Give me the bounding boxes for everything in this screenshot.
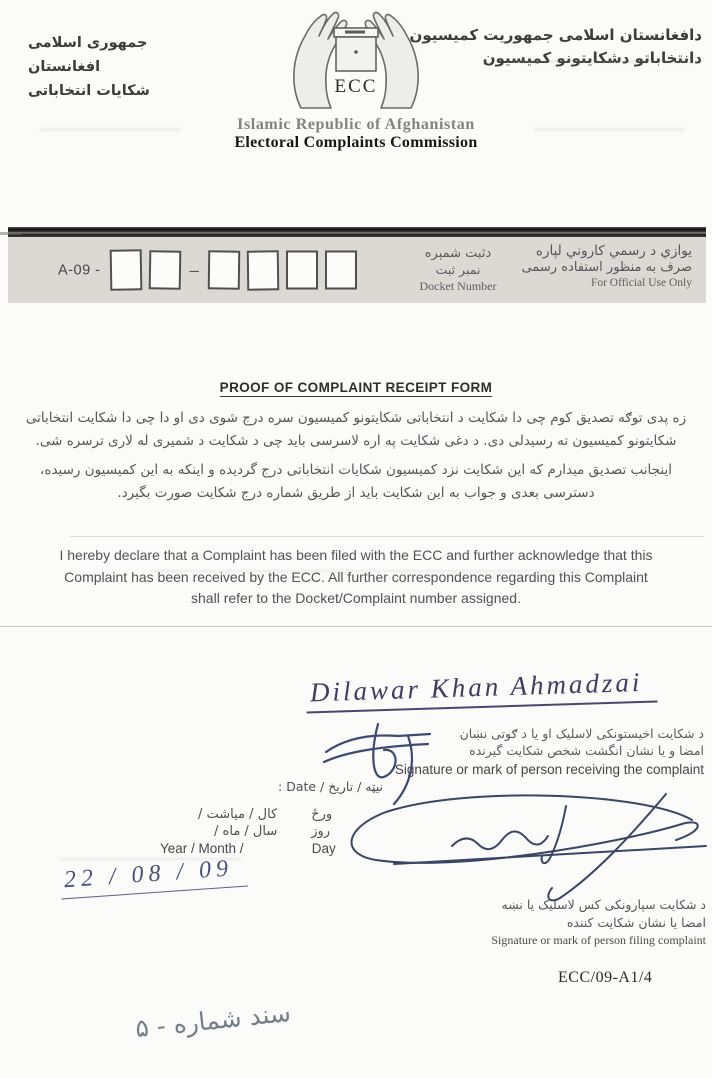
filer-caption-pashto: د شکایت سپارونکی کس لاسلیک یا نښه — [501, 897, 706, 912]
handwritten-note: سند شماره - ۵ — [133, 997, 293, 1044]
official-use-english: For Official Use Only — [590, 277, 692, 289]
scan-noise — [40, 128, 180, 131]
docket-number-entry — [58, 250, 357, 291]
handwritten-receiver-name: Dilawar Khan Ahmadzai — [306, 667, 658, 714]
header-pashto-line1: دافغانستان اسلامی جمهوریت کمیسیون — [409, 26, 702, 44]
receiver-caption-pashto: د شکایت اخیستونکی لاسلیک او یا د ګوتی نښان — [459, 726, 704, 741]
official-use-pashto: یوازي د رسمي کاروني لپاره — [535, 243, 692, 259]
separator-line — [0, 626, 712, 627]
docket-digit-box[interactable] — [325, 251, 357, 290]
docket-number-label — [396, 246, 520, 294]
scan-noise — [60, 858, 240, 860]
receiver-caption-english: Signature or mark of person receiving the complaint — [394, 761, 704, 777]
receiver-signature-captions — [395, 726, 704, 777]
docket-number-band — [8, 227, 706, 303]
scan-edge-mark — [0, 232, 22, 235]
date-day-pashto: ورځ — [311, 807, 333, 822]
filer-signature-captions — [491, 896, 706, 948]
country-name-english: Islamic Republic of Afghanistan — [237, 116, 475, 133]
date-day-english: Day — [311, 841, 336, 856]
docket-dash: – — [189, 260, 199, 279]
declaration-rtl — [22, 407, 690, 511]
filer-signature-scribble — [334, 780, 710, 910]
header-dari-title — [28, 32, 198, 104]
handwritten-date: 22 / 08 / 09 — [59, 855, 248, 900]
date-cluster-pashto: کال / میاشت / — [197, 807, 278, 822]
header-dari-line2: شکایات انتخاباتی — [28, 82, 150, 99]
scan-noise — [512, 60, 702, 63]
docket-digit-box[interactable] — [286, 251, 318, 290]
ecc-logo — [281, 8, 431, 118]
form-title — [0, 379, 712, 397]
hands-ballot-box-icon — [281, 8, 431, 118]
form-code: ECC/09-A1/4 — [558, 969, 653, 986]
receiver-caption-dari: امضا و یا نشان انگشت شخص شکایت گیرنده — [469, 742, 704, 758]
official-use-dari: صرف به منظور استفاده رسمی — [521, 260, 692, 275]
declaration-english: I hereby declare that a Complaint has been filed with the ECC and further acknowledge that this Complaint has been received by the ECC. All further correspondence regarding this Complaint shall refer to the Docket/Complaint number assigned. — [59, 547, 653, 607]
declaration-dari: اینجانب تصدیق میدارم که این شکایت نزد کمیسیون شکایات انتخاباتی درج گردیده و اینکه به این کمیسیون رسیده، دسترسی بعدی و جواب به این شکایت باید از طریق شماره درج شکایت صورت بگیرد. — [40, 461, 672, 501]
docket-label-english: Docket Number — [419, 279, 497, 293]
band-top-rule — [8, 227, 706, 237]
scan-noise — [534, 128, 684, 131]
docket-digit-box[interactable] — [109, 249, 142, 291]
docket-label-pashto: دثبت شمېره — [424, 246, 492, 261]
filer-caption-english: Signature or mark of person filing complaint — [491, 933, 706, 947]
docket-digit-box[interactable] — [148, 250, 181, 290]
logo-acronym: ECC — [334, 76, 378, 97]
scan-noise — [150, 570, 580, 572]
date-cluster-english: Year / Month / — [160, 841, 244, 856]
header-pashto-line2: دانتخاباتو دشکایتونو کمیسیون — [482, 49, 702, 68]
date-cluster-dari: سال / ماه / — [214, 824, 278, 839]
docket-digit-box[interactable] — [208, 250, 241, 289]
docket-digit-box[interactable] — [247, 250, 280, 290]
header-pashto-title — [410, 24, 702, 71]
docket-label-dari: نمبر ثبت — [435, 262, 481, 277]
docket-prefix: A-09 - — [58, 262, 101, 278]
official-use-label — [522, 243, 692, 289]
form-title-text: PROOF OF COMPLAINT RECEIPT FORM — [219, 380, 493, 395]
scan-faint-line — [70, 536, 704, 537]
band-body — [8, 237, 706, 303]
date-heading: نیټه / تاریخ / Date : — [278, 779, 383, 794]
filer-caption-dari: امضا یا نشان شکایت کننده — [566, 914, 706, 930]
date-day-dari: روز — [311, 824, 331, 839]
organization-name-english: Electoral Complaints Commission — [234, 134, 478, 151]
header-dari-line1: جمهوری اسلامی افغانستان — [28, 35, 148, 75]
declaration-pashto: زه پدی توګه تصدیق کوم چی دا شکایت د انتخاباتی شکایتونو کمیسیون سره درج شوی دی او دا چی دا شکایت انتخاباتی شکایتونو کمیسیون ته رسیدلی دی. د دغی شکایت په اره لاسرسی باید چی د شکایت د شمیری له لاری ترسره شی. — [25, 410, 687, 449]
